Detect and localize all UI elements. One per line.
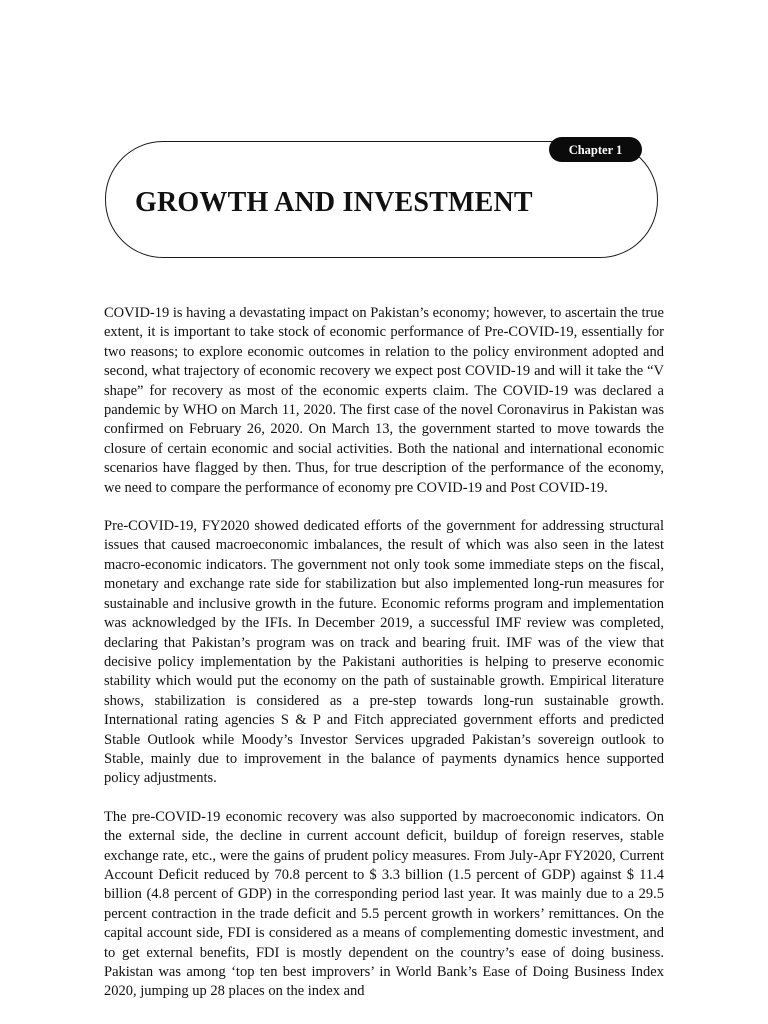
- chapter-label-tab: [549, 137, 642, 162]
- body-text: [104, 304, 664, 1002]
- paragraph-2: Pre-COVID-19, FY2020 showed dedicated efforts of the government for addressing structural issues that caused macroeconomic imbalances, the result of which was also seen in the latest macro-economic indicators. The government not only took some immediate steps on the fiscal, monetary and exchange rate side for stabilization but also implemented long-run measures for sustainable and inclusive growth in the future. Economic reforms program and implementation was acknowledged by the IFIs. In December 2019, a successful IMF review was completed, declaring that Pakistan’s program was on track and bearing fruit. IMF was of the view that decisive policy implementation by the Pakistani authorities is helping to preserve economic stability which would put the economy on the path of sustainable growth. Empirical literature shows, stabilization is considered as a pre-step towards long-run sustainable growth. International rating agencies S & P and Fitch appreciated government efforts and predicted Stable Outlook while Moody’s Investor Services upgraded Pakistan’s sovereign outlook to Stable, mainly due to improvement in the balance of payments dynamics hence supported policy adjustments.: [104, 518, 664, 787]
- paragraph-1: COVID-19 is having a devastating impact on Pakistan’s economy; however, to ascertain the true extent, it is important to take stock of economic performance of Pre-COVID-19, essentially for two reasons; to explore economic outcomes in relation to the policy environment adopted and second, what trajectory of economic recovery we expect post COVID-19 and will it take the “V shape” for recovery as most of the economic experts claim. The COVID-19 was declared a pandemic by WHO on March 11, 2020. The first case of the novel Coronavirus in Pakistan was confirmed on February 26, 2020. On March 13, the government started to move towards the closure of certain economic and social activities. Both the national and international economic scenarios have flagged by then. Thus, for true description of the performance of the economy, we need to compare the performance of economy pre COVID-19 and Post COVID-19.: [104, 305, 664, 496]
- paragraph-3: The pre-COVID-19 economic recovery was also supported by macroeconomic indicators. On the external side, the decline in current account deficit, buildup of foreign reserves, stable exchange rate, etc., were the gains of prudent policy measures. From July-Apr FY2020, Current Account Deficit reduced by 70.8 percent to $ 3.3 billion (1.5 percent of GDP) against $ 11.4 billion (4.8 percent of GDP) in the corresponding period last year. It was mainly due to a 29.5 percent contraction in the trade deficit and 5.5 percent growth in workers’ remittances. On the capital account side, FDI is considered as a means of complementing domestic investment, and to get external benefits, FDI is mostly dependent on the country’s ease of doing business. Pakistan was among ‘top ten best improvers’ in World Bank’s Ease of Doing Business Index 2020, jumping up 28 places on the index and: [104, 808, 664, 1000]
- chapter-title: GROWTH AND INVESTMENT: [135, 187, 533, 218]
- chapter-label: Chapter 1: [568, 142, 623, 157]
